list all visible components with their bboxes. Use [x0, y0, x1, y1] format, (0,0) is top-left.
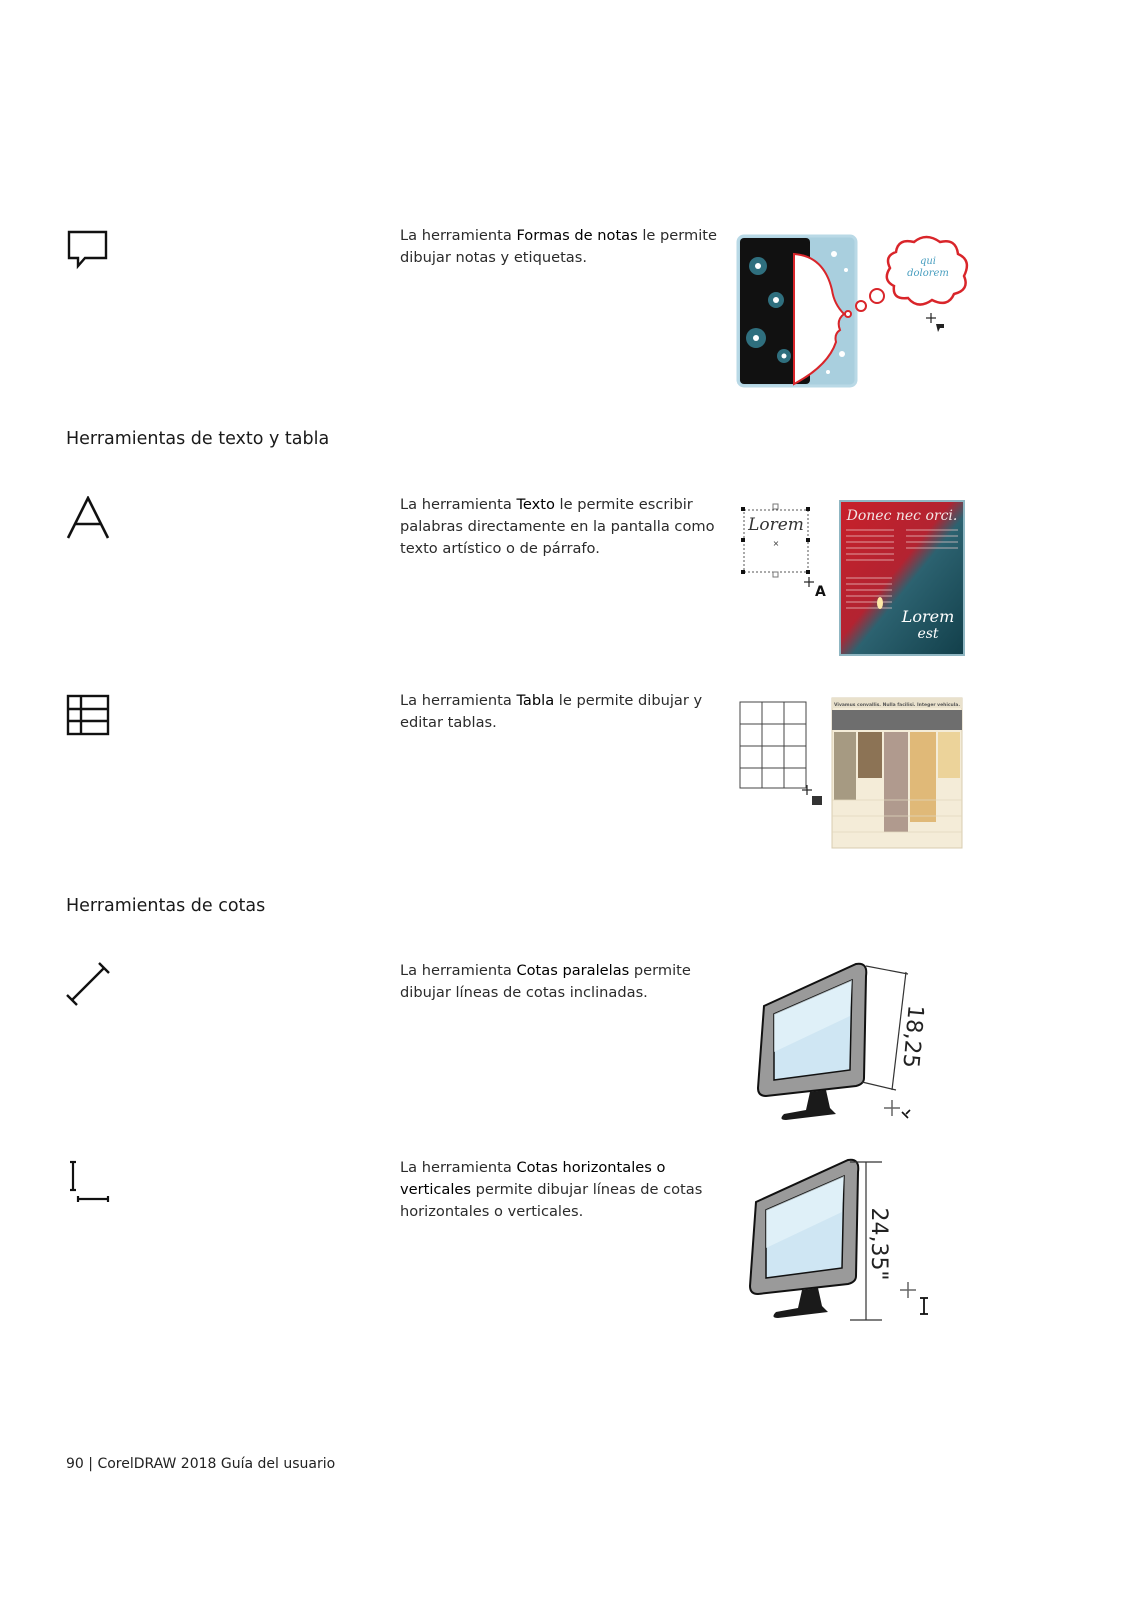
table-tool-description: La herramienta Tabla le permite dibujar y editar tablas. [400, 692, 703, 731]
horizontal-vertical-dimension-icon [66, 1160, 110, 1204]
table-tool-name: Tabla [516, 692, 555, 709]
svg-text:Donec nec orci.: Donec nec orci. [846, 508, 958, 524]
text-a-icon [66, 496, 110, 540]
svg-text:Lorem: Lorem [901, 607, 955, 626]
section-title-text-table: Herramientas de texto y tabla [66, 429, 330, 449]
svg-text:Vivamus convallis. Nulla facil: Vivamus convallis. Nulla facilisi. Integer vehicula. [834, 703, 961, 708]
callout-tool-name: Formas de notas [516, 227, 638, 244]
hv-dim-tool-name: Cotas horizontales o verticales [400, 1159, 666, 1198]
footer-separator: | [88, 1456, 93, 1472]
svg-text:×: × [772, 539, 780, 548]
parallel-dimension-icon [66, 962, 110, 1006]
crosshair-cursor-icon [900, 1282, 916, 1298]
svg-text:est: est [917, 626, 939, 642]
svg-text:18,25: 18,25 [897, 1004, 928, 1070]
svg-text:Lorem: Lorem [748, 515, 804, 535]
svg-text:24,35": 24,35" [866, 1207, 891, 1281]
svg-text:A: A [815, 584, 826, 600]
hv-dim-tool-description: La herramienta Cotas horizontales o verticales permite dibujar líneas de cotas horizontales o verticales. [400, 1159, 703, 1220]
callout-illustration [736, 234, 972, 388]
crosshair-cursor-icon [802, 785, 812, 795]
svg-text:qui: qui [919, 256, 937, 267]
crosshair-cursor-icon [804, 577, 814, 587]
section-title-dimensions: Herramientas de cotas [66, 896, 266, 916]
text-tool-description: La herramienta Texto le permite escribir palabras directamente en la pantalla como texto artístico o de párrafo. [400, 496, 715, 557]
table-tool-illustration [736, 694, 970, 850]
parallel-dim-tool-name: Cotas paralelas [516, 962, 630, 979]
page-number: 90 [66, 1456, 84, 1472]
crosshair-cursor-icon [884, 1100, 900, 1116]
table-icon [66, 693, 110, 737]
page-footer [66, 1456, 335, 1472]
text-tool-name: Texto [516, 496, 555, 513]
parallel-dim-tool-description: La herramienta Cotas paralelas permite dibujar líneas de cotas inclinadas. [400, 962, 691, 1001]
hv-dim-illustration [748, 1152, 948, 1324]
crosshair-cursor-icon [926, 313, 936, 323]
callout-icon [66, 228, 110, 272]
svg-text:dolorem: dolorem [907, 268, 949, 279]
callout-tool-description: La herramienta Formas de notas le permite dibujar notas y etiquetas. [400, 227, 717, 266]
parallel-dim-illustration [756, 956, 956, 1126]
text-tool-illustration [736, 500, 970, 662]
book-title: CorelDRAW 2018 Guía del usuario [97, 1456, 336, 1472]
